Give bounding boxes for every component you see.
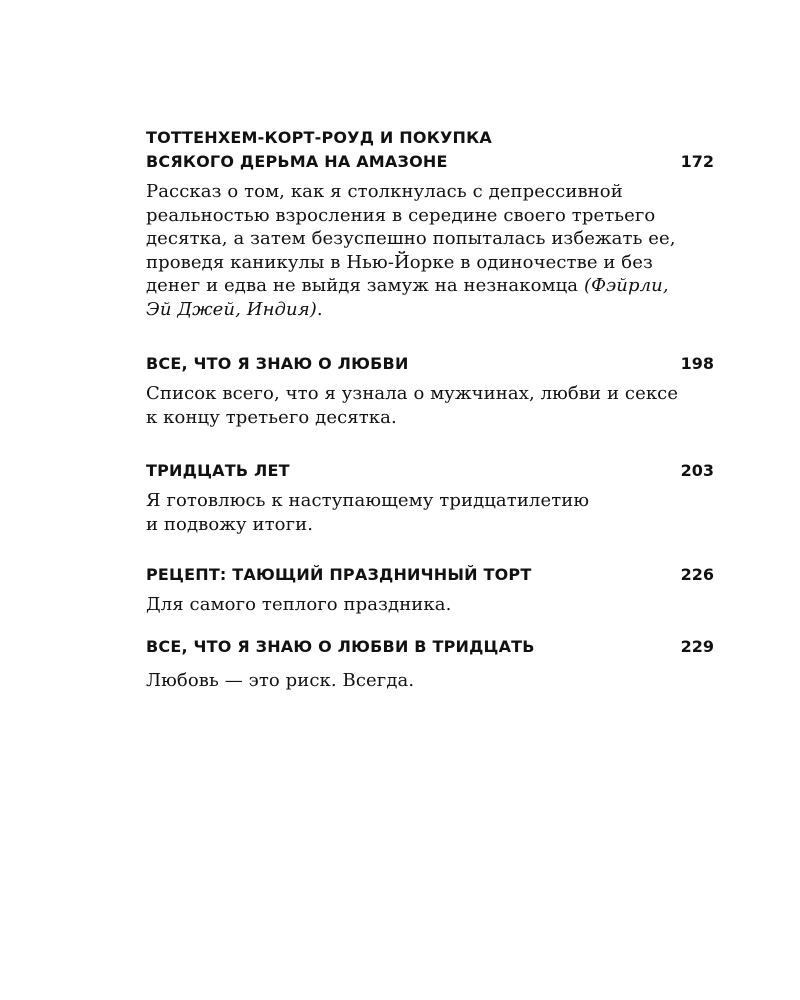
toc-entry-description-line: Список всего, что я узнала о мужчинах, любви и сексе — [146, 383, 679, 404]
toc-entry-header — [146, 635, 714, 659]
toc-entry — [146, 126, 714, 321]
toc-entry — [146, 459, 714, 536]
toc-entry-description-line: проведя каникулы в Нью-Йорке в одиночестве и без — [146, 251, 653, 273]
toc-entry — [146, 352, 714, 429]
toc-entry — [146, 635, 714, 693]
toc-entry-description-text: . — [316, 298, 323, 320]
toc-entry-title — [146, 126, 492, 174]
toc-entry-title — [146, 635, 535, 659]
toc-entry-description-line: Любовь — это риск. Всегда. — [146, 669, 415, 691]
toc-entry-description-text: денег и едва не выйдя замуж на незнакомца — [146, 275, 584, 296]
toc-entry-header — [146, 352, 714, 376]
toc-entry-title-line: ВСЕ, ЧТО Я ЗНАЮ О ЛЮБВИ В ТРИДЦАТЬ — [146, 636, 535, 656]
toc-entry-description-line: реальностью взросления в середине своего третьего — [146, 204, 656, 226]
toc-entry — [146, 563, 714, 617]
toc-entry-title — [146, 563, 531, 587]
toc-entry-description-line: к концу третьего десятка. — [146, 406, 397, 428]
toc-entry-description-line — [146, 298, 714, 322]
toc-entry-title-line: ВСЕ, ЧТО Я ЗНАЮ О ЛЮБВИ — [146, 354, 409, 373]
toc-entry-description — [146, 180, 714, 321]
toc-entry-header — [146, 126, 714, 174]
toc-entry-title — [146, 352, 409, 376]
toc-entry-description-line: десятка, а затем безуспешно попыталась избежать ее, — [146, 228, 676, 249]
toc-entry-title-line: ТОТТЕНХЕМ-КОРТ-РОУД И ПОКУПКА — [146, 128, 492, 147]
toc-entry-description-line: Рассказ о том, как я столкнулась с депрессивной — [146, 181, 623, 202]
toc-entry-page-number: 203 — [680, 461, 714, 480]
toc-entry-title-line: ТРИДЦАТЬ ЛЕТ — [146, 461, 290, 480]
toc-entry-description-line: Для самого теплого праздника. — [146, 594, 452, 615]
toc-entry-description-characters: (Фэйрли, — [583, 275, 669, 296]
toc-entry-description-line: и подвожу итоги. — [146, 513, 314, 535]
toc-entry-title — [146, 459, 290, 483]
toc-entry-page-number: 172 — [680, 152, 714, 171]
toc-entry-page-number: 229 — [680, 636, 714, 656]
toc-entry-page-number: 226 — [680, 565, 714, 584]
toc-entry-description — [146, 669, 714, 693]
toc-entry-header — [146, 563, 714, 587]
table-of-contents — [146, 126, 714, 692]
toc-entry-title-line: РЕЦЕПТ: ТАЮЩИЙ ПРАЗДНИЧНЫЙ ТОРТ — [146, 565, 532, 584]
toc-entry-description-characters: Эй Джей, Индия) — [146, 298, 317, 320]
toc-entry-page-number: 198 — [680, 354, 714, 373]
toc-entry-description — [146, 489, 714, 536]
toc-entry-description-line — [146, 274, 714, 298]
toc-entry-description-line: Я готовлюсь к наступающему тридцатилетию — [146, 490, 590, 511]
toc-entry-description — [146, 593, 714, 617]
toc-entry-header — [146, 459, 714, 483]
toc-entry-description — [146, 382, 714, 429]
toc-entry-title-line: ВСЯКОГО ДЕРЬМА НА АМАЗОНЕ — [146, 152, 448, 171]
